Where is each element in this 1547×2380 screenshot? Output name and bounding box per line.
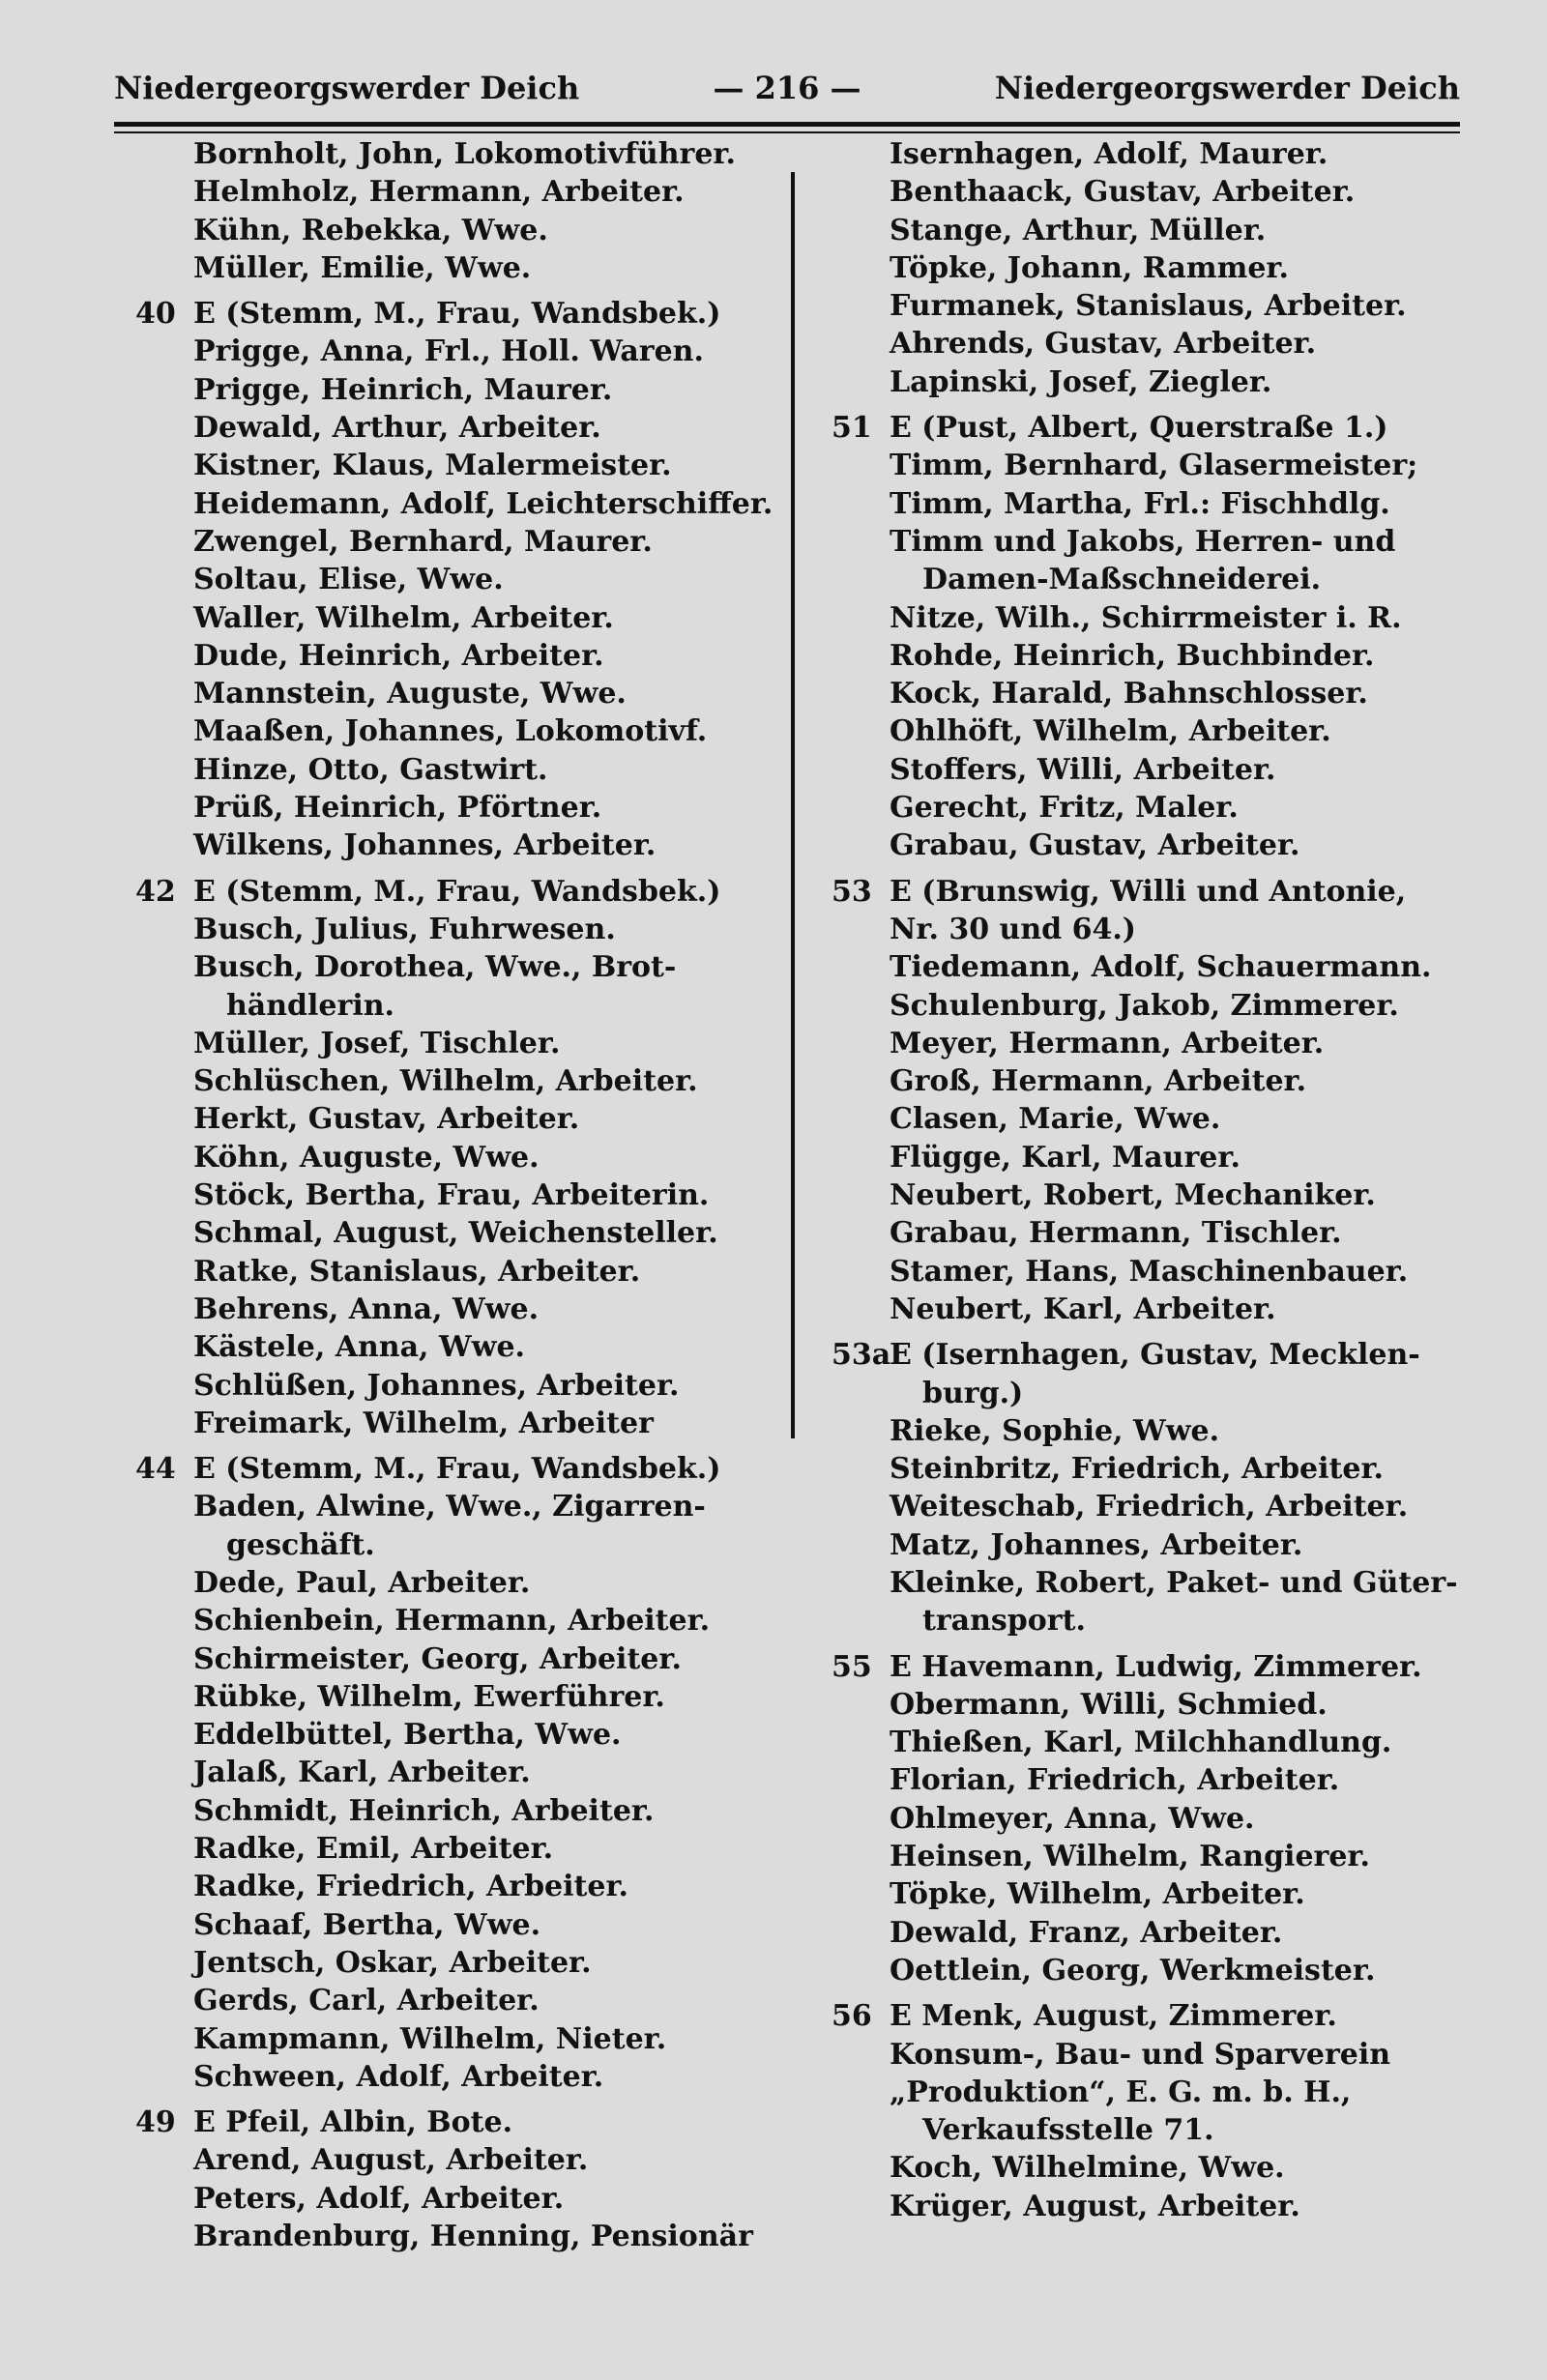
entry-text: E Pfeil, Albin, Bote. — [193, 2105, 513, 2140]
resident-entry — [135, 2180, 774, 2218]
resident-entry — [135, 827, 774, 864]
entry-text: E (Isernhagen, Gustav, Mecklen- — [890, 1338, 1420, 1373]
entry-text: Flügge, Karl, Maurer. — [890, 1140, 1241, 1175]
entry-text: Dede, Paul, Arbeiter. — [193, 1565, 531, 1600]
entry-text: Damen-Maßschneiderei. — [922, 563, 1322, 597]
resident-entry — [832, 1602, 1470, 1640]
entry-text: Maaßen, Johannes, Lokomotivf. — [193, 714, 708, 749]
resident-entry — [832, 1724, 1470, 1761]
house-number-entry — [832, 409, 1470, 447]
resident-entry — [135, 523, 774, 561]
entry-text: Müller, Emilie, Wwe. — [193, 250, 532, 285]
entry-text: Stoffers, Willi, Arbeiter. — [890, 752, 1276, 787]
entry-text: Kistner, Klaus, Malermeister. — [193, 449, 672, 483]
house-number: 53 — [832, 874, 872, 909]
entry-text: Behrens, Anna, Wwe. — [193, 1292, 540, 1326]
entry-text: Dude, Heinrich, Arbeiter. — [193, 638, 604, 673]
resident-entry — [135, 637, 774, 675]
section-gap — [135, 287, 774, 295]
entry-text: Waller, Wilhelm, Arbeiter. — [193, 600, 614, 635]
resident-entry — [135, 675, 774, 712]
right-column — [832, 135, 1470, 2225]
entry-text: Obermann, Willi, Schmied. — [890, 1687, 1328, 1722]
entry-text: Zwengel, Bernhard, Maurer. — [193, 524, 653, 559]
entry-text: Heidemann, Adolf, Leichterschiffer. — [193, 486, 774, 521]
house-number: 53a — [832, 1338, 891, 1373]
entry-text: Florian, Friedrich, Arbeiter. — [890, 1763, 1340, 1798]
entry-text: Schlüschen, Wilhelm, Arbeiter. — [193, 1064, 698, 1099]
house-number-entry — [135, 295, 774, 333]
resident-entry — [135, 1214, 774, 1252]
resident-entry — [135, 1792, 774, 1830]
resident-entry — [135, 1944, 774, 1982]
entry-text: Nitze, Wilh., Schirrmeister i. R. — [890, 600, 1402, 635]
entry-text: Schween, Adolf, Arbeiter. — [193, 2059, 604, 2094]
resident-entry — [135, 1100, 774, 1138]
resident-entry — [832, 789, 1470, 827]
entry-text: E (Stemm, M., Frau, Wandsbek.) — [193, 297, 721, 332]
entry-text: Heinsen, Wilhelm, Rangierer. — [890, 1840, 1370, 1874]
resident-entry — [135, 1678, 774, 1716]
entry-text: Wilkens, Johannes, Arbeiter. — [193, 828, 657, 863]
entry-text: Benthaack, Gustav, Arbeiter. — [890, 175, 1356, 210]
resident-entry — [832, 2149, 1470, 2187]
resident-entry — [135, 2058, 774, 2096]
section-gap — [135, 865, 774, 873]
resident-entry — [135, 1982, 774, 2019]
entry-text: Radke, Friedrich, Arbeiter. — [193, 1870, 628, 1904]
entry-text: Schlüßen, Johannes, Arbeiter. — [193, 1368, 680, 1403]
entry-text: Schmal, August, Weichensteller. — [193, 1216, 718, 1251]
entry-text: Steinbritz, Friedrich, Arbeiter. — [890, 1452, 1384, 1487]
entry-text: burg.) — [922, 1376, 1024, 1410]
entry-text: Herkt, Gustav, Arbeiter. — [193, 1102, 580, 1137]
entry-text: E Havemann, Ludwig, Zimmerer. — [890, 1649, 1422, 1684]
resident-entry — [832, 948, 1470, 986]
entry-text: Ratke, Stanislaus, Arbeiter. — [193, 1254, 641, 1289]
entry-text: Schaaf, Bertha, Wwe. — [193, 1907, 541, 1942]
section-gap — [832, 1989, 1470, 1997]
resident-entry — [135, 2141, 774, 2179]
house-number: 44 — [135, 1452, 176, 1487]
entry-text: Nr. 30 und 64.) — [890, 912, 1136, 946]
resident-entry — [135, 1062, 774, 1100]
resident-entry — [135, 249, 774, 287]
house-number: 42 — [135, 874, 176, 909]
resident-entry — [135, 1176, 774, 1214]
resident-entry — [832, 1062, 1470, 1100]
entry-text: Müller, Josef, Tischler. — [193, 1026, 561, 1060]
resident-entry — [832, 751, 1470, 789]
header-left-street: Niedergeorgswerder Deich — [114, 70, 580, 106]
resident-entry — [832, 1139, 1470, 1176]
entry-text: Eddelbüttel, Bertha, Wwe. — [193, 1718, 622, 1753]
entry-text: Freimark, Wilhelm, Arbeiter — [193, 1406, 654, 1440]
entry-text: Stamer, Hans, Maschinenbauer. — [890, 1254, 1409, 1289]
resident-entry — [135, 987, 774, 1025]
resident-entry — [135, 911, 774, 948]
entry-text: Timm, Martha, Frl.: Fischhdlg. — [890, 486, 1390, 521]
entry-text: Grabau, Hermann, Tischler. — [890, 1216, 1342, 1251]
resident-entry — [135, 1291, 774, 1328]
resident-entry — [135, 135, 774, 173]
entry-text: E (Pust, Albert, Querstraße 1.) — [890, 411, 1388, 446]
resident-entry — [135, 1488, 774, 1525]
resident-entry — [135, 1526, 774, 1564]
resident-entry — [135, 1602, 774, 1640]
resident-entry — [135, 1328, 774, 1366]
section-gap — [832, 1640, 1470, 1648]
resident-entry — [832, 287, 1470, 325]
entry-text: Kock, Harald, Bahnschlosser. — [890, 677, 1368, 711]
entry-text: Töpke, Wilhelm, Arbeiter. — [890, 1877, 1305, 1912]
resident-entry — [832, 2036, 1470, 2074]
entry-text: Rohde, Heinrich, Buchbinder. — [890, 638, 1375, 673]
entry-text: Weiteschab, Friedrich, Arbeiter. — [890, 1490, 1409, 1524]
entry-text: Thießen, Karl, Milchhandlung. — [890, 1726, 1392, 1760]
entry-text: E Menk, August, Zimmerer. — [890, 1999, 1337, 2034]
house-number-entry — [135, 1450, 774, 1488]
resident-entry — [832, 1214, 1470, 1252]
entry-text: Schmidt, Heinrich, Arbeiter. — [193, 1793, 655, 1828]
entry-text: Peters, Adolf, Arbeiter. — [193, 2181, 565, 2216]
resident-entry — [135, 948, 774, 986]
entry-text: Tiedemann, Adolf, Schauermann. — [890, 950, 1432, 985]
resident-entry — [135, 1405, 774, 1442]
resident-entry — [135, 409, 774, 447]
resident-entry — [135, 1367, 774, 1405]
entry-text: Rübke, Wilhelm, Ewerführer. — [193, 1679, 665, 1714]
resident-entry — [832, 1875, 1470, 1913]
resident-entry — [135, 212, 774, 249]
resident-entry — [832, 523, 1470, 561]
entry-text: Furmanek, Stanislaus, Arbeiter. — [890, 289, 1407, 324]
entry-text: Brandenburg, Henning, Pensionär — [193, 2220, 753, 2254]
column-divider — [791, 172, 795, 1438]
entry-text: Prüß, Heinrich, Pförtner. — [193, 791, 602, 826]
resident-entry — [135, 712, 774, 750]
resident-entry — [832, 249, 1470, 287]
entry-text: Krüger, August, Arbeiter. — [890, 2189, 1300, 2223]
entry-text: Ohlmeyer, Anna, Wwe. — [890, 1801, 1255, 1836]
entry-text: Prigge, Heinrich, Maurer. — [193, 372, 613, 407]
entry-text: Jalaß, Karl, Arbeiter. — [193, 1756, 531, 1790]
resident-entry — [135, 447, 774, 484]
entry-text: Clasen, Marie, Wwe. — [890, 1102, 1221, 1137]
entry-text: Busch, Julius, Fuhrwesen. — [193, 912, 616, 946]
entry-text: E (Stemm, M., Frau, Wandsbek.) — [193, 874, 721, 909]
resident-entry — [832, 2188, 1470, 2225]
entry-text: geschäft. — [226, 1527, 375, 1562]
entry-text: Hinze, Otto, Gastwirt. — [193, 752, 548, 787]
resident-entry — [832, 1952, 1470, 1989]
resident-entry — [135, 173, 774, 211]
house-number: 40 — [135, 297, 176, 332]
resident-entry — [135, 1564, 774, 1602]
resident-entry — [832, 987, 1470, 1025]
house-number: 55 — [832, 1649, 872, 1684]
entry-text: Dewald, Arthur, Arbeiter. — [193, 411, 601, 446]
entry-text: Helmholz, Hermann, Arbeiter. — [193, 175, 685, 210]
house-number-entry — [832, 1336, 1470, 1374]
resident-entry — [832, 173, 1470, 211]
entry-text: Ahrends, Gustav, Arbeiter. — [890, 327, 1317, 362]
house-number: 51 — [832, 411, 872, 446]
resident-entry — [135, 485, 774, 523]
resident-entry — [832, 1176, 1470, 1214]
entry-text: „Produktion“, E. G. m. b. H., — [890, 2075, 1352, 2109]
entry-text: Groß, Hermann, Arbeiter. — [890, 1064, 1307, 1099]
resident-entry — [832, 1800, 1470, 1838]
entry-text: Meyer, Hermann, Arbeiter. — [890, 1026, 1325, 1060]
resident-entry — [135, 1716, 774, 1754]
entry-text: Neubert, Robert, Mechaniker. — [890, 1178, 1376, 1213]
entry-text: Koch, Wilhelmine, Wwe. — [890, 2151, 1285, 2186]
resident-entry — [832, 1025, 1470, 1062]
entry-text: Kampmann, Wilhelm, Nieter. — [193, 2021, 667, 2056]
header-right-street: Niedergeorgswerder Deich — [994, 70, 1460, 106]
house-number: 56 — [832, 1999, 872, 2034]
resident-entry — [135, 1830, 774, 1868]
resident-entry — [832, 637, 1470, 675]
entry-text: Schirmeister, Georg, Arbeiter. — [193, 1641, 682, 1676]
resident-entry — [832, 2074, 1470, 2111]
entry-text: Lapinski, Josef, Ziegler. — [890, 364, 1272, 399]
resident-entry — [832, 447, 1470, 484]
resident-entry — [832, 1686, 1470, 1724]
entry-text: Kästele, Anna, Wwe. — [193, 1330, 525, 1365]
resident-entry — [135, 561, 774, 598]
entry-text: Schienbein, Hermann, Arbeiter. — [193, 1604, 711, 1639]
entry-text: Soltau, Elise, Wwe. — [193, 563, 504, 597]
resident-entry — [832, 1488, 1470, 1525]
entry-text: E (Stemm, M., Frau, Wandsbek.) — [193, 1452, 721, 1487]
resident-entry — [832, 561, 1470, 598]
resident-entry — [832, 1253, 1470, 1291]
resident-entry — [135, 2020, 774, 2058]
resident-entry — [832, 325, 1470, 363]
resident-entry — [832, 1450, 1470, 1488]
section-gap — [135, 2096, 774, 2104]
resident-entry — [832, 363, 1470, 401]
resident-entry — [832, 599, 1470, 637]
resident-entry — [832, 1291, 1470, 1328]
entry-text: Neubert, Karl, Arbeiter. — [890, 1292, 1276, 1326]
entry-text: Busch, Dorothea, Wwe., Brot- — [193, 950, 677, 985]
entry-text: E (Brunswig, Willi und Antonie, — [890, 874, 1407, 909]
resident-entry — [832, 911, 1470, 948]
left-column — [135, 135, 774, 2255]
resident-entry — [832, 1526, 1470, 1564]
resident-entry — [832, 827, 1470, 864]
resident-entry — [135, 1139, 774, 1176]
resident-entry — [135, 789, 774, 827]
resident-entry — [135, 1868, 774, 1905]
entry-text: Matz, Johannes, Arbeiter. — [890, 1527, 1303, 1562]
resident-entry — [135, 1754, 774, 1791]
entry-text: Kleinke, Robert, Paket- und Güter- — [890, 1565, 1458, 1600]
resident-entry — [135, 2218, 774, 2255]
entry-text: händlerin. — [226, 988, 394, 1023]
entry-text: Bornholt, John, Lokomotivführer. — [193, 137, 736, 171]
entry-text: Dewald, Franz, Arbeiter. — [890, 1915, 1283, 1950]
resident-entry — [832, 1564, 1470, 1602]
entry-text: Isernhagen, Adolf, Maurer. — [890, 137, 1328, 171]
entry-text: Gerecht, Fritz, Maler. — [890, 791, 1239, 826]
resident-entry — [135, 333, 774, 370]
entry-text: Konsum-, Bau- und Sparverein — [890, 2037, 1391, 2072]
resident-entry — [135, 1025, 774, 1062]
resident-entry — [832, 485, 1470, 523]
resident-entry — [832, 1761, 1470, 1799]
entry-text: Oettlein, Georg, Werkmeister. — [890, 1953, 1376, 1988]
entry-text: Arend, August, Arbeiter. — [193, 2143, 589, 2178]
header-rule-thick — [114, 122, 1460, 127]
header-rule-thin — [114, 131, 1460, 133]
entry-text: Timm und Jakobs, Herren- und — [890, 524, 1396, 559]
resident-entry — [135, 599, 774, 637]
entry-text: Ohlhöft, Wilhelm, Arbeiter. — [890, 714, 1331, 749]
section-gap — [832, 865, 1470, 873]
resident-entry — [832, 1100, 1470, 1138]
entry-text: Verkaufsstelle 71. — [922, 2113, 1214, 2148]
resident-entry — [832, 1914, 1470, 1952]
house-number-entry — [135, 873, 774, 911]
entry-text: Radke, Emil, Arbeiter. — [193, 1832, 554, 1867]
resident-entry — [832, 135, 1470, 173]
resident-entry — [135, 1640, 774, 1678]
resident-entry — [832, 675, 1470, 712]
resident-entry — [135, 1253, 774, 1291]
entry-text: Rieke, Sophie, Wwe. — [890, 1413, 1220, 1448]
entry-text: transport. — [922, 1604, 1086, 1639]
resident-entry — [832, 1412, 1470, 1450]
house-number: 49 — [135, 2105, 176, 2140]
house-number-entry — [135, 2104, 774, 2141]
entry-text: Köhn, Auguste, Wwe. — [193, 1140, 540, 1175]
house-number-entry — [832, 1648, 1470, 1686]
page-header — [114, 64, 1460, 112]
entry-text: Kühn, Rebekka, Wwe. — [193, 213, 548, 247]
entry-text: Baden, Alwine, Wwe., Zigarren- — [193, 1490, 706, 1524]
house-number-entry — [832, 1997, 1470, 2035]
entry-text: Schulenburg, Jakob, Zimmerer. — [890, 988, 1399, 1023]
entry-text: Timm, Bernhard, Glasermeister; — [890, 449, 1418, 483]
section-gap — [832, 401, 1470, 409]
resident-entry — [832, 212, 1470, 249]
house-number-entry — [832, 873, 1470, 911]
entry-text: Grabau, Gustav, Arbeiter. — [890, 828, 1300, 863]
resident-entry — [832, 1838, 1470, 1875]
resident-entry — [135, 751, 774, 789]
resident-entry — [832, 2111, 1470, 2149]
entry-text: Mannstein, Auguste, Wwe. — [193, 677, 627, 711]
resident-entry — [832, 1375, 1470, 1412]
resident-entry — [135, 1906, 774, 1944]
resident-entry — [135, 371, 774, 409]
entry-text: Stöck, Bertha, Frau, Arbeiterin. — [193, 1178, 710, 1213]
entry-text: Töpke, Johann, Rammer. — [890, 250, 1289, 285]
section-gap — [135, 1442, 774, 1450]
entry-text: Gerds, Carl, Arbeiter. — [193, 1984, 540, 2018]
entry-text: Prigge, Anna, Frl., Holl. Waren. — [193, 334, 704, 369]
entry-text: Stange, Arthur, Müller. — [890, 213, 1267, 247]
page-number: — 216 — — [713, 70, 861, 106]
resident-entry — [832, 712, 1470, 750]
entry-text: Jentsch, Oskar, Arbeiter. — [193, 1945, 592, 1980]
section-gap — [832, 1328, 1470, 1336]
